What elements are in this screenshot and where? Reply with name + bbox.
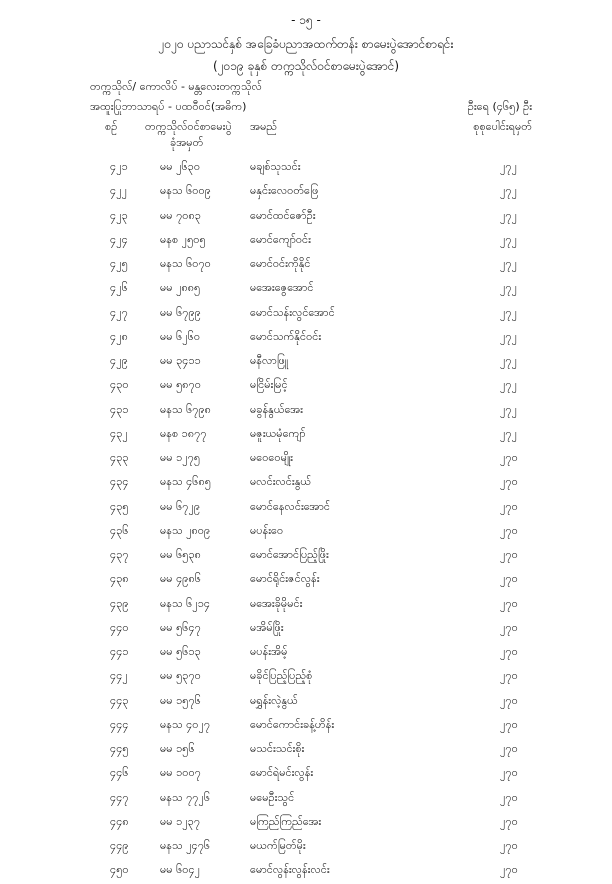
name-cell: မယက်မြတ်မိုး [250, 839, 306, 852]
serial-cell: ၄၄၄ [110, 717, 129, 731]
table-row [0, 617, 612, 641]
name-cell: မနီလာဖြူ [250, 354, 289, 367]
table-row [0, 423, 612, 447]
roll-number-cell: မမ ၁၅၇၆ [160, 693, 201, 707]
name-cell: မောင်သက်နိုင်ဝင်း [250, 329, 322, 343]
table-row [0, 350, 612, 374]
score-cell: ၂၇၀ [500, 790, 518, 804]
university-line: တက္ကသိုလ်/ ကောလိပ် - မန္တလေးတက္ကသိုလ် [90, 80, 262, 93]
name-cell: မချစ်သုသင်း [250, 160, 301, 173]
roll-number-cell: မနသ ၇၇၂၆ [160, 790, 211, 804]
header-roll-number: တက္ကသိုလ်ဝင်စာမေးပွဲ [145, 120, 232, 133]
score-cell: ၂၇၀ [500, 499, 518, 513]
name-cell: မောင်သန်းလွင်အောင် [250, 305, 335, 319]
header-roll-number-line2: ခုံအမှတ် [170, 136, 204, 149]
serial-cell: ၄၂၈ [110, 329, 128, 343]
name-cell: မအေးဇွေအောင် [250, 281, 314, 295]
roll-number-cell: မမ ၃၄၁၁ [160, 354, 201, 367]
name-cell: မကြည်ကြည်အေး [250, 814, 322, 828]
table-row [0, 835, 612, 859]
header-serial: စဉ် [105, 120, 118, 133]
table-row [0, 326, 612, 350]
score-cell: ၂၇၂ [500, 160, 517, 173]
table-row [0, 447, 612, 471]
name-cell: မောင်နေလင်းအောင် [250, 499, 331, 513]
name-cell: မောင်ကျော်ဝင်း [250, 232, 311, 246]
score-cell: ၂၇၂ [500, 402, 517, 416]
roll-number-cell: မမ ၅၆၁၃ [160, 645, 201, 658]
serial-cell: ၄၃၈ [110, 572, 129, 586]
score-cell: ၂၇၂ [500, 426, 517, 440]
score-cell: ၂၇၀ [500, 572, 518, 586]
table-row [0, 229, 612, 253]
table-row [0, 738, 612, 762]
name-cell: မသင်းသင်းစိုး [250, 742, 305, 755]
score-cell: ၂၇၀ [500, 596, 518, 610]
roll-number-cell: မနစ ၂၅၀၅ [160, 232, 206, 246]
name-cell: မောင်ရဲမင်းလွန်း [250, 766, 314, 780]
name-cell: မမေဦးသွင် [250, 790, 295, 804]
score-cell: ၂၇၂ [500, 232, 517, 246]
name-cell: မဝေဝေမျိုး [250, 451, 293, 464]
name-cell: မပန်းအိမ့် [250, 645, 288, 658]
score-cell: ၂၇၀ [500, 766, 518, 780]
table-row [0, 399, 612, 423]
table-row [0, 811, 612, 835]
score-cell: ၂၇၂ [500, 281, 517, 295]
roll-number-cell: မမ ၆၂၆၀ [160, 329, 201, 343]
roll-number-cell: မမ ၁၅၆ [160, 742, 195, 755]
header-name: အမည် [250, 120, 278, 133]
name-cell: မဇူးယမုံကျော် [250, 426, 306, 440]
roll-number-cell: မမ ၆၅၃၈ [160, 548, 201, 561]
table-row [0, 690, 612, 714]
serial-cell: ၄၄၁ [110, 645, 129, 658]
document-subtitle: (၂၀၁၉ ခုနှစ် တက္ကသိုလ်ဝင်စာမေးပွဲအောင်) [212, 59, 400, 73]
serial-cell: ၄၂၆ [110, 281, 128, 295]
table-row [0, 544, 612, 568]
roll-number-cell: မမ ၆၇၂၉ [160, 499, 201, 513]
score-cell: ၂၇၀ [500, 839, 518, 852]
subject-line: အထူးပြုဘာသာရပ် - ပထဝီဝင်(အဓိက) [90, 100, 247, 113]
serial-cell: ၄၃၉ [110, 596, 129, 610]
table-row [0, 641, 612, 665]
roll-number-cell: မနသ ၄၀၂၇ [160, 717, 211, 731]
table-row [0, 593, 612, 617]
table-row [0, 714, 612, 738]
roll-number-cell: မမ ၂၆၃၀ [160, 160, 201, 173]
score-cell: ၂၇၀ [500, 814, 518, 828]
roll-number-cell: မနသ ၆၀၇၀ [160, 257, 211, 270]
name-cell: မငြိမ်းမြင့် [250, 378, 288, 392]
table-row [0, 205, 612, 229]
serial-cell: ၄၄၆ [110, 766, 129, 780]
score-cell: ၂၇၀ [500, 717, 518, 731]
serial-cell: ၄၃၃ [110, 451, 129, 464]
serial-cell: ၄၃၅ [110, 499, 129, 513]
table-row [0, 302, 612, 326]
score-cell: ၂၇၀ [500, 475, 518, 489]
roll-number-cell: မနသ ၆၀၀၉ [160, 184, 211, 198]
roll-number-cell: မမ ၄၉၈၆ [160, 572, 201, 586]
table-row [0, 180, 612, 204]
serial-cell: ၄၂၉ [110, 354, 128, 367]
name-cell: မခိုင်ပြည့်ပြည့်စုံ [250, 669, 313, 683]
roll-number-cell: မမ ၁၂၇၅ [160, 451, 201, 464]
table-row [0, 520, 612, 544]
roll-number-cell: မမ ၁၂၃၇ [160, 814, 201, 828]
name-cell: မောင်ထင်ဇော်ဦး [250, 208, 316, 222]
serial-cell: ၄၂၃ [110, 208, 128, 222]
name-cell: မောင်အောင်ပြည့်ဖြိုး [250, 548, 329, 561]
score-cell: ၂၇၂ [500, 378, 517, 392]
roll-number-cell: မမ ၆၇၉၉ [160, 305, 201, 319]
serial-cell: ၄၂၄ [110, 232, 128, 246]
name-cell: မောင်ဝင်းကိုနိုင် [250, 257, 311, 270]
serial-cell: ၄၄၂ [110, 669, 128, 683]
name-cell: မရွှန်းလဲ့နွယ် [250, 693, 298, 707]
score-cell: ၂၇၀ [500, 451, 518, 464]
document-title: ၂၀၂၀ ပညာသင်နှစ် အခြေခံပညာအထက်တန်း စာမေးပွဲအောင်စာရင်း [158, 37, 454, 51]
roll-number-cell: မမ ၂၈၈၅ [160, 281, 201, 295]
serial-cell: ၄၃၁ [110, 402, 129, 416]
header-total-score: စုစုပေါင်းရမှတ် [473, 120, 532, 133]
table-row [0, 787, 612, 811]
roll-number-cell: မမ ၅၆၄၇ [160, 620, 201, 634]
score-cell: ၂၇၀ [500, 742, 518, 755]
serial-cell: ၄၄၀ [110, 620, 129, 634]
table-row [0, 762, 612, 786]
table-row [0, 253, 612, 277]
serial-cell: ၄၃၄ [110, 475, 129, 489]
table-row [0, 277, 612, 301]
headcount-line: ဦးရေ (၄၆၅) ဦး [467, 100, 532, 113]
score-cell: ၂၇၀ [500, 693, 518, 707]
serial-cell: ၄၃၇ [110, 548, 129, 561]
name-cell: မောင်ကောင်းခန့်ဟိန်း [250, 717, 335, 731]
score-cell: ၂၇၂ [500, 329, 517, 343]
results-table [0, 156, 612, 884]
table-row [0, 496, 612, 520]
serial-cell: ၄၂၂ [110, 184, 127, 198]
table-row [0, 471, 612, 495]
score-cell: ၂၇၂ [500, 354, 517, 367]
name-cell: မပန်းဝေ [250, 523, 284, 537]
serial-cell: ၄၃၀ [110, 378, 129, 392]
score-cell: ၂၇၂ [500, 184, 517, 198]
serial-cell: ၄၄၅ [110, 742, 129, 755]
roll-number-cell: မမ ၅၃၇၀ [160, 669, 201, 683]
roll-number-cell: မမ ၅၈၇၀ [160, 378, 201, 392]
roll-number-cell: မနသ ၆၂၁၄ [160, 596, 211, 610]
serial-cell: ၄၂၅ [110, 257, 128, 270]
page-number: - ၁၅ - [291, 13, 321, 27]
serial-cell: ၄၄၉ [110, 839, 129, 852]
table-row [0, 568, 612, 592]
roll-number-cell: မနသ ၂၄၇၆ [160, 839, 211, 852]
name-cell: မခွန်နွယ်အေး [250, 402, 303, 416]
roll-number-cell: မမ ၁၀၀၇ [160, 766, 201, 780]
roll-number-cell: မမ ၇၀၈၃ [160, 208, 201, 222]
score-cell: ၂၇၂ [500, 208, 517, 222]
name-cell: မအိမ်ဖြိုး [250, 620, 284, 634]
score-cell: ၂၇၀ [500, 863, 518, 877]
roll-number-cell: မနသ ၆၇၉၈ [160, 402, 211, 416]
table-row [0, 665, 612, 689]
name-cell: မောင်လွန်းလွန်းလင်း [250, 863, 330, 877]
roll-number-cell: မနသ ၂၈၀၉ [160, 523, 211, 537]
score-cell: ၂၇၀ [500, 645, 518, 658]
score-cell: ၂၇၀ [500, 548, 518, 561]
name-cell: မအေးခိုမိုမင်း [250, 596, 303, 610]
score-cell: ၂၇၀ [500, 620, 518, 634]
table-row [0, 374, 612, 398]
score-cell: ၂၇၂ [500, 305, 517, 319]
score-cell: ၂၇၂ [500, 257, 517, 270]
roll-number-cell: မနစ ၁၈၇၇ [160, 426, 207, 440]
serial-cell: ၄၄၃ [110, 693, 129, 707]
roll-number-cell: မမ ၆၀၄၂ [160, 863, 201, 877]
roll-number-cell: မနသ ၄၆၈၅ [160, 475, 211, 489]
name-cell: မနှင်းလေဝတ်ဖြေ [250, 184, 319, 198]
serial-cell: ၄၄၇ [110, 790, 129, 804]
score-cell: ၂၇၀ [500, 523, 518, 537]
name-cell: မောင်ရိုင်းဇင်လွန်း [250, 572, 320, 586]
table-row [0, 859, 612, 883]
serial-cell: ၄၄၈ [110, 814, 129, 828]
table-row [0, 156, 612, 180]
serial-cell: ၄၂၁ [110, 160, 128, 173]
serial-cell: ၄၃၆ [110, 523, 129, 537]
name-cell: မလင်းလင်းနွယ် [250, 475, 312, 489]
score-cell: ၂၇၀ [500, 669, 518, 683]
serial-cell: ၄၂၇ [110, 305, 128, 319]
serial-cell: ၄၅၀ [110, 863, 129, 877]
serial-cell: ၄၃၂ [110, 426, 128, 440]
